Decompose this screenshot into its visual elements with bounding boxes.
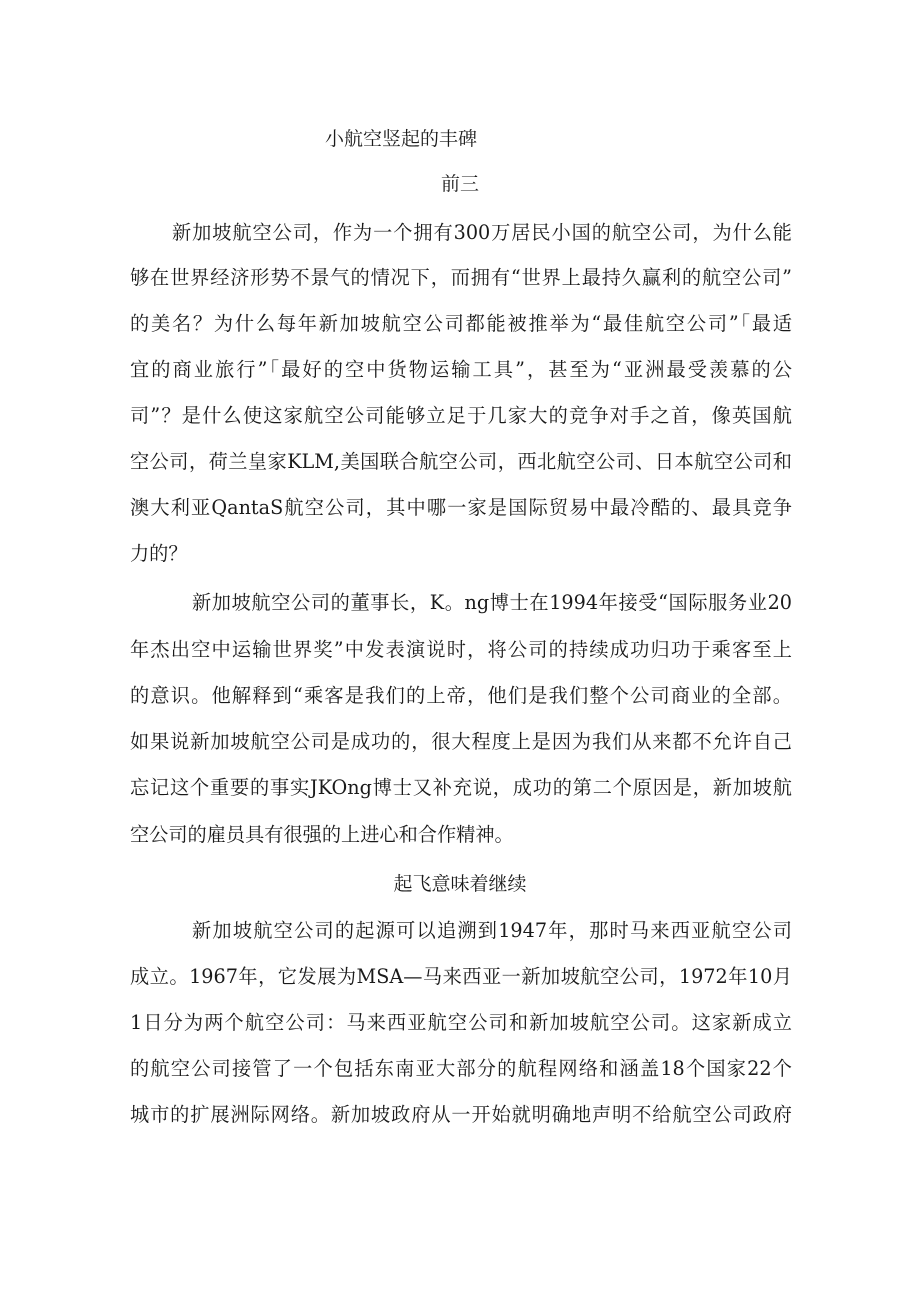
document-subtitle: 前三 [440, 173, 479, 195]
paragraph-line: 年杰出空中运输世界奖”中发表演说时，将公司的持续成功归功于乘客至上 [130, 638, 792, 661]
paragraph-line: 城市的扩展洲际网络。新加坡政府从一开始就明确地声明不给航空公司政府 [130, 1103, 792, 1126]
paragraph-line: 司”？是什么使这家航空公司能够立足于几家大的竞争对手之首，像英国航 [130, 404, 792, 427]
paragraph-line: 的意识。他解释到“乘客是我们的上帝，他们是我们整个公司商业的全部。 [130, 684, 792, 707]
paragraph-line: 力的？ [130, 542, 188, 565]
paragraph-line: 澳大利亚QantaS航空公司，其中哪一家是国际贸易中最冷酷的、最具竞争 [130, 496, 792, 519]
document-title: 小航空竖起的丰碑 [325, 128, 478, 150]
paragraph-line: 新加坡航空公司，作为一个拥有300万居民小国的航空公司，为什么能 [172, 221, 792, 244]
paragraph-line: 1日分为两个航空公司：马来西亚航空公司和新加坡航空公司。这家新成立 [130, 1011, 792, 1034]
paragraph-line: 空公司的雇员具有很强的上进心和合作精神。 [130, 823, 514, 846]
paragraph-line: 新加坡航空公司的起源可以追溯到1947年，那时马来西亚航空公司 [192, 919, 792, 942]
paragraph-line: 的美名？为什么每年新加坡航空公司都能被推举为“最佳航空公司”「最适 [130, 312, 792, 335]
section-heading: 起飞意味着继续 [393, 873, 527, 895]
paragraph-line: 成立。1967年，它发展为MSA—马来西亚一新加坡航空公司，1972年10月 [130, 965, 792, 988]
paragraph-line: 新加坡航空公司的董事长，K。ng博士在1994年接受“国际服务业20 [192, 591, 792, 614]
paragraph-line: 宜的商业旅行”「最好的空中货物运输工具”，甚至为“亚洲最受羡慕的公 [130, 358, 792, 381]
paragraph-line: 空公司，荷兰皇家KLM,美国联合航空公司，西北航空公司、日本航空公司和 [130, 450, 792, 473]
paragraph-line: 够在世界经济形势不景气的情况下，而拥有“世界上最持久赢利的航空公司” [130, 266, 792, 289]
paragraph-line: 忘记这个重要的事实JKOng博士又补充说，成功的第二个原因是，新加坡航 [130, 776, 792, 799]
paragraph-line: 如果说新加坡航空公司是成功的，很大程度上是因为我们从来都不允许自己 [130, 730, 792, 753]
paragraph-line: 的航空公司接管了一个包括东南亚大部分的航程网络和涵盖18个国家22个 [130, 1057, 792, 1080]
